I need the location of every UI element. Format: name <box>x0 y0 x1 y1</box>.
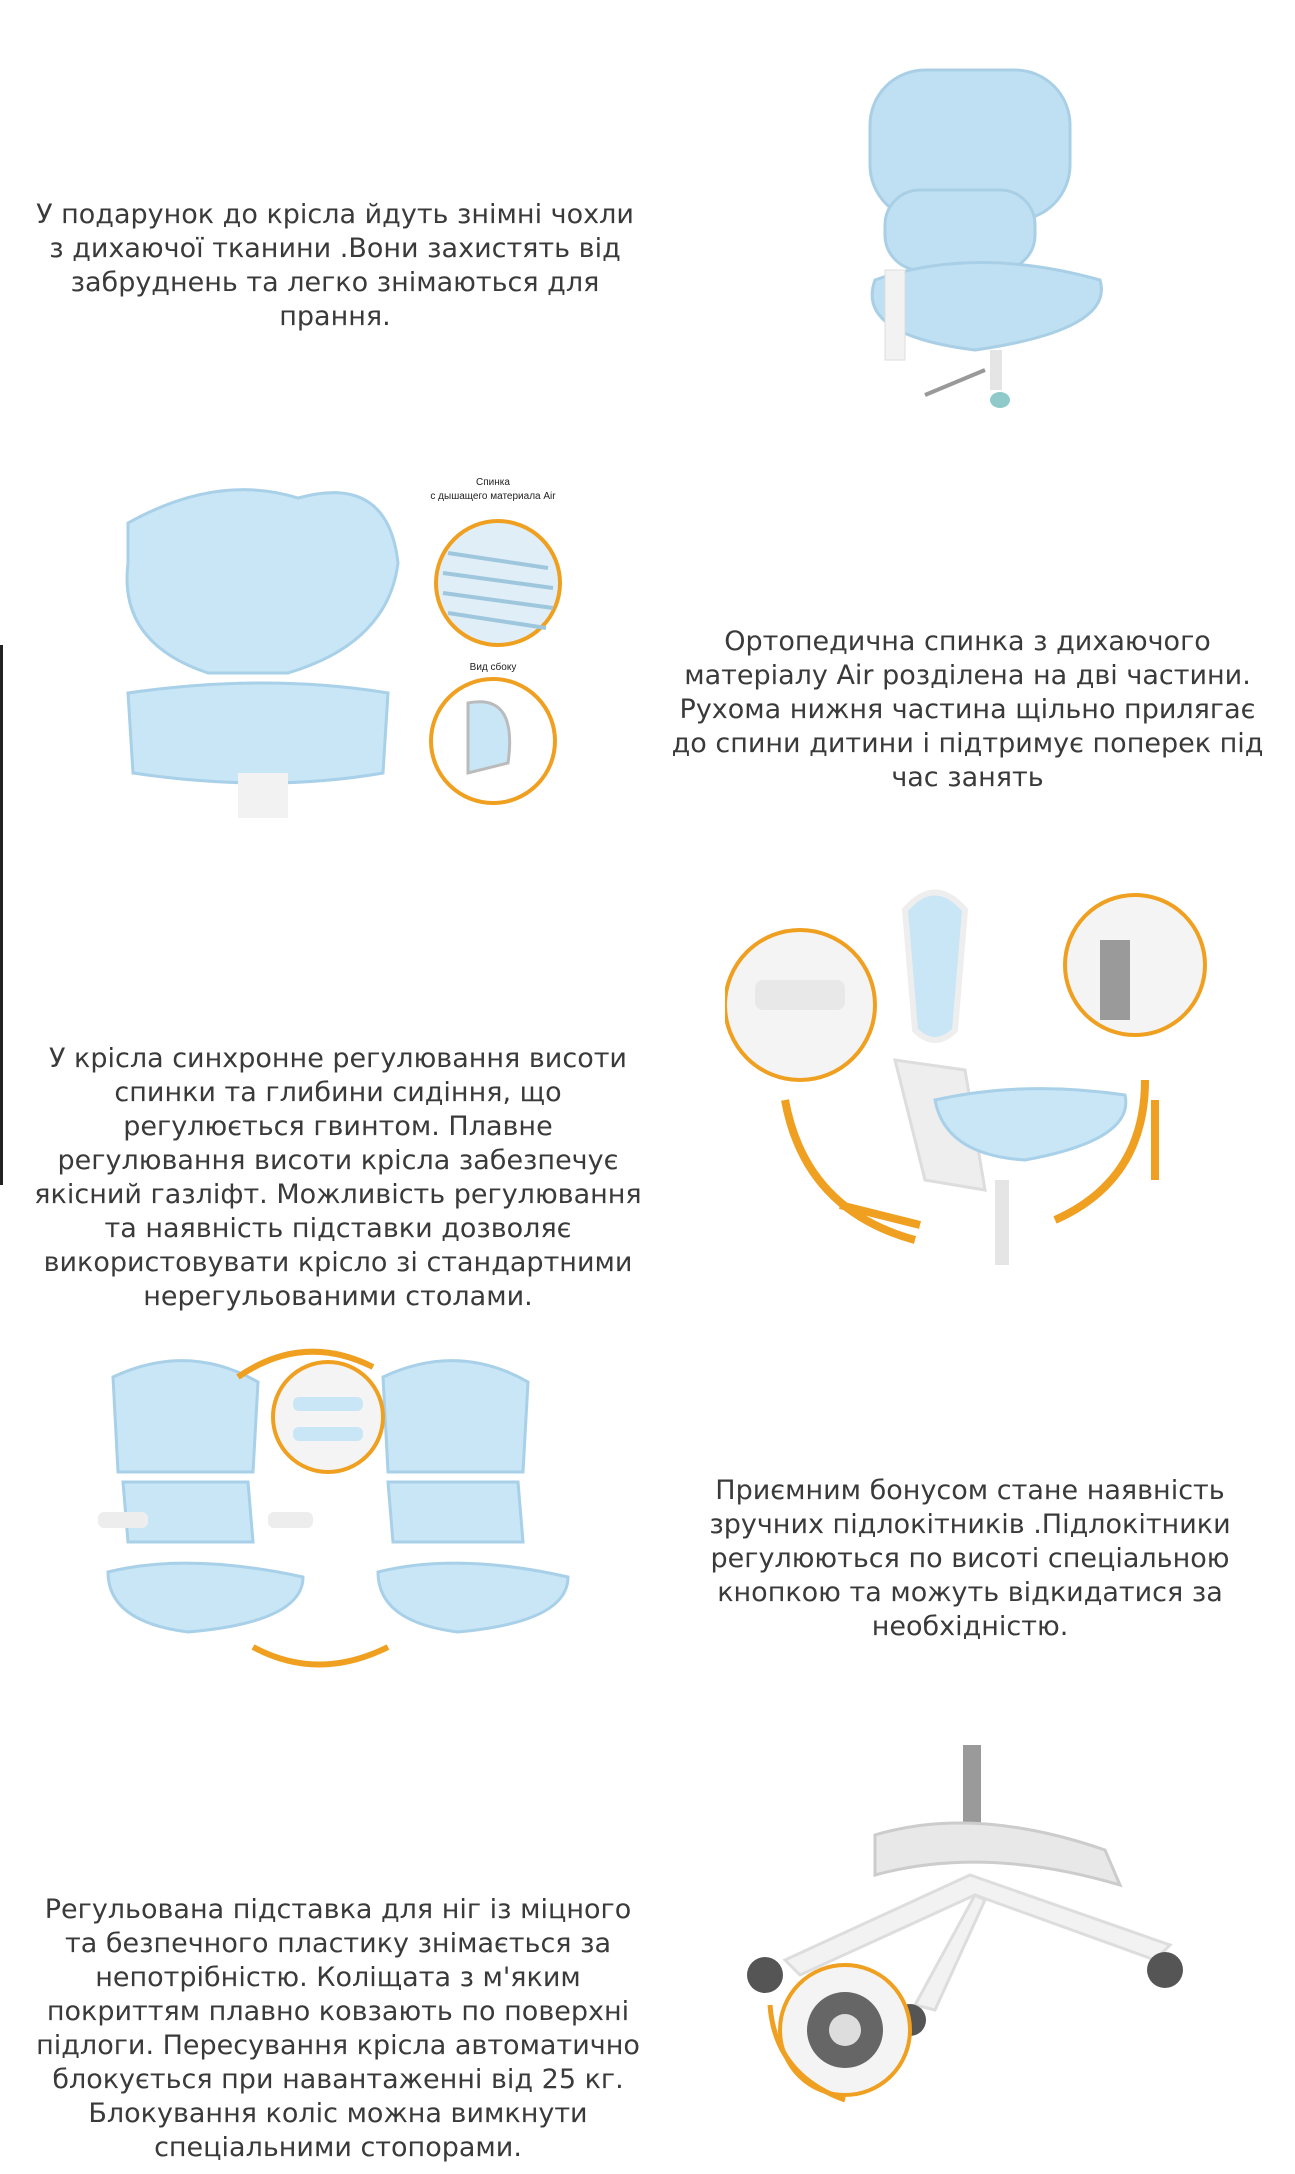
section-4-text: Приємним бонусом стане наявність зручних підлокітників .Підлокітники регулюються по висоті спеціальною кнопкою та можуть відкидатися за необхідністю. <box>709 1475 1231 1642</box>
chair-with-covers-image <box>725 50 1215 420</box>
section-5-text: Регульована підставка для ніг із міцного та безпечного пластику знімається за непотрібністю. Коліщата з м'яким покриттям плавно ковзають по поверхні підлоги. Пересування крісла автоматично блокується при навантаженні від 25 кг. Блокування коліс можна вимкнути спеціальними стопорами. <box>36 1894 640 2163</box>
footrest-base-image <box>725 1745 1215 2125</box>
backrest-label-subtitle: с дышащего материала Air <box>430 491 556 502</box>
armrests-image <box>88 1322 588 1692</box>
height-adjustment-image <box>725 880 1215 1270</box>
section-1-text: У подарунок до крісла йдуть знімні чохли з дихаючої тканини .Вони захистять від забруднень та легко знімаються для прання. <box>36 199 634 332</box>
orthopedic-backrest-image <box>88 473 588 843</box>
section-2-text: Ортопедична спинка з дихаючого матеріалу Air розділена на дві частини. Рухома нижня частина щільно прилягає до спини дитини і підтримує поперек під час занять <box>671 626 1264 793</box>
backrest-label-title: Спинка <box>476 477 510 488</box>
section-3-text: У крісла синхронне регулювання висоти спинки та глибини сидіння, що регулюється гвинтом. Плавне регулювання висоти крісла забезпечує якісний газліфт. Можливість регулювання та наявність підставки дозволяє використовувати крісло зі стандартними нерегульованими столами. <box>34 1043 642 1312</box>
left-edge-bar <box>0 645 3 1185</box>
side-view-label: Вид сбоку <box>469 662 517 673</box>
